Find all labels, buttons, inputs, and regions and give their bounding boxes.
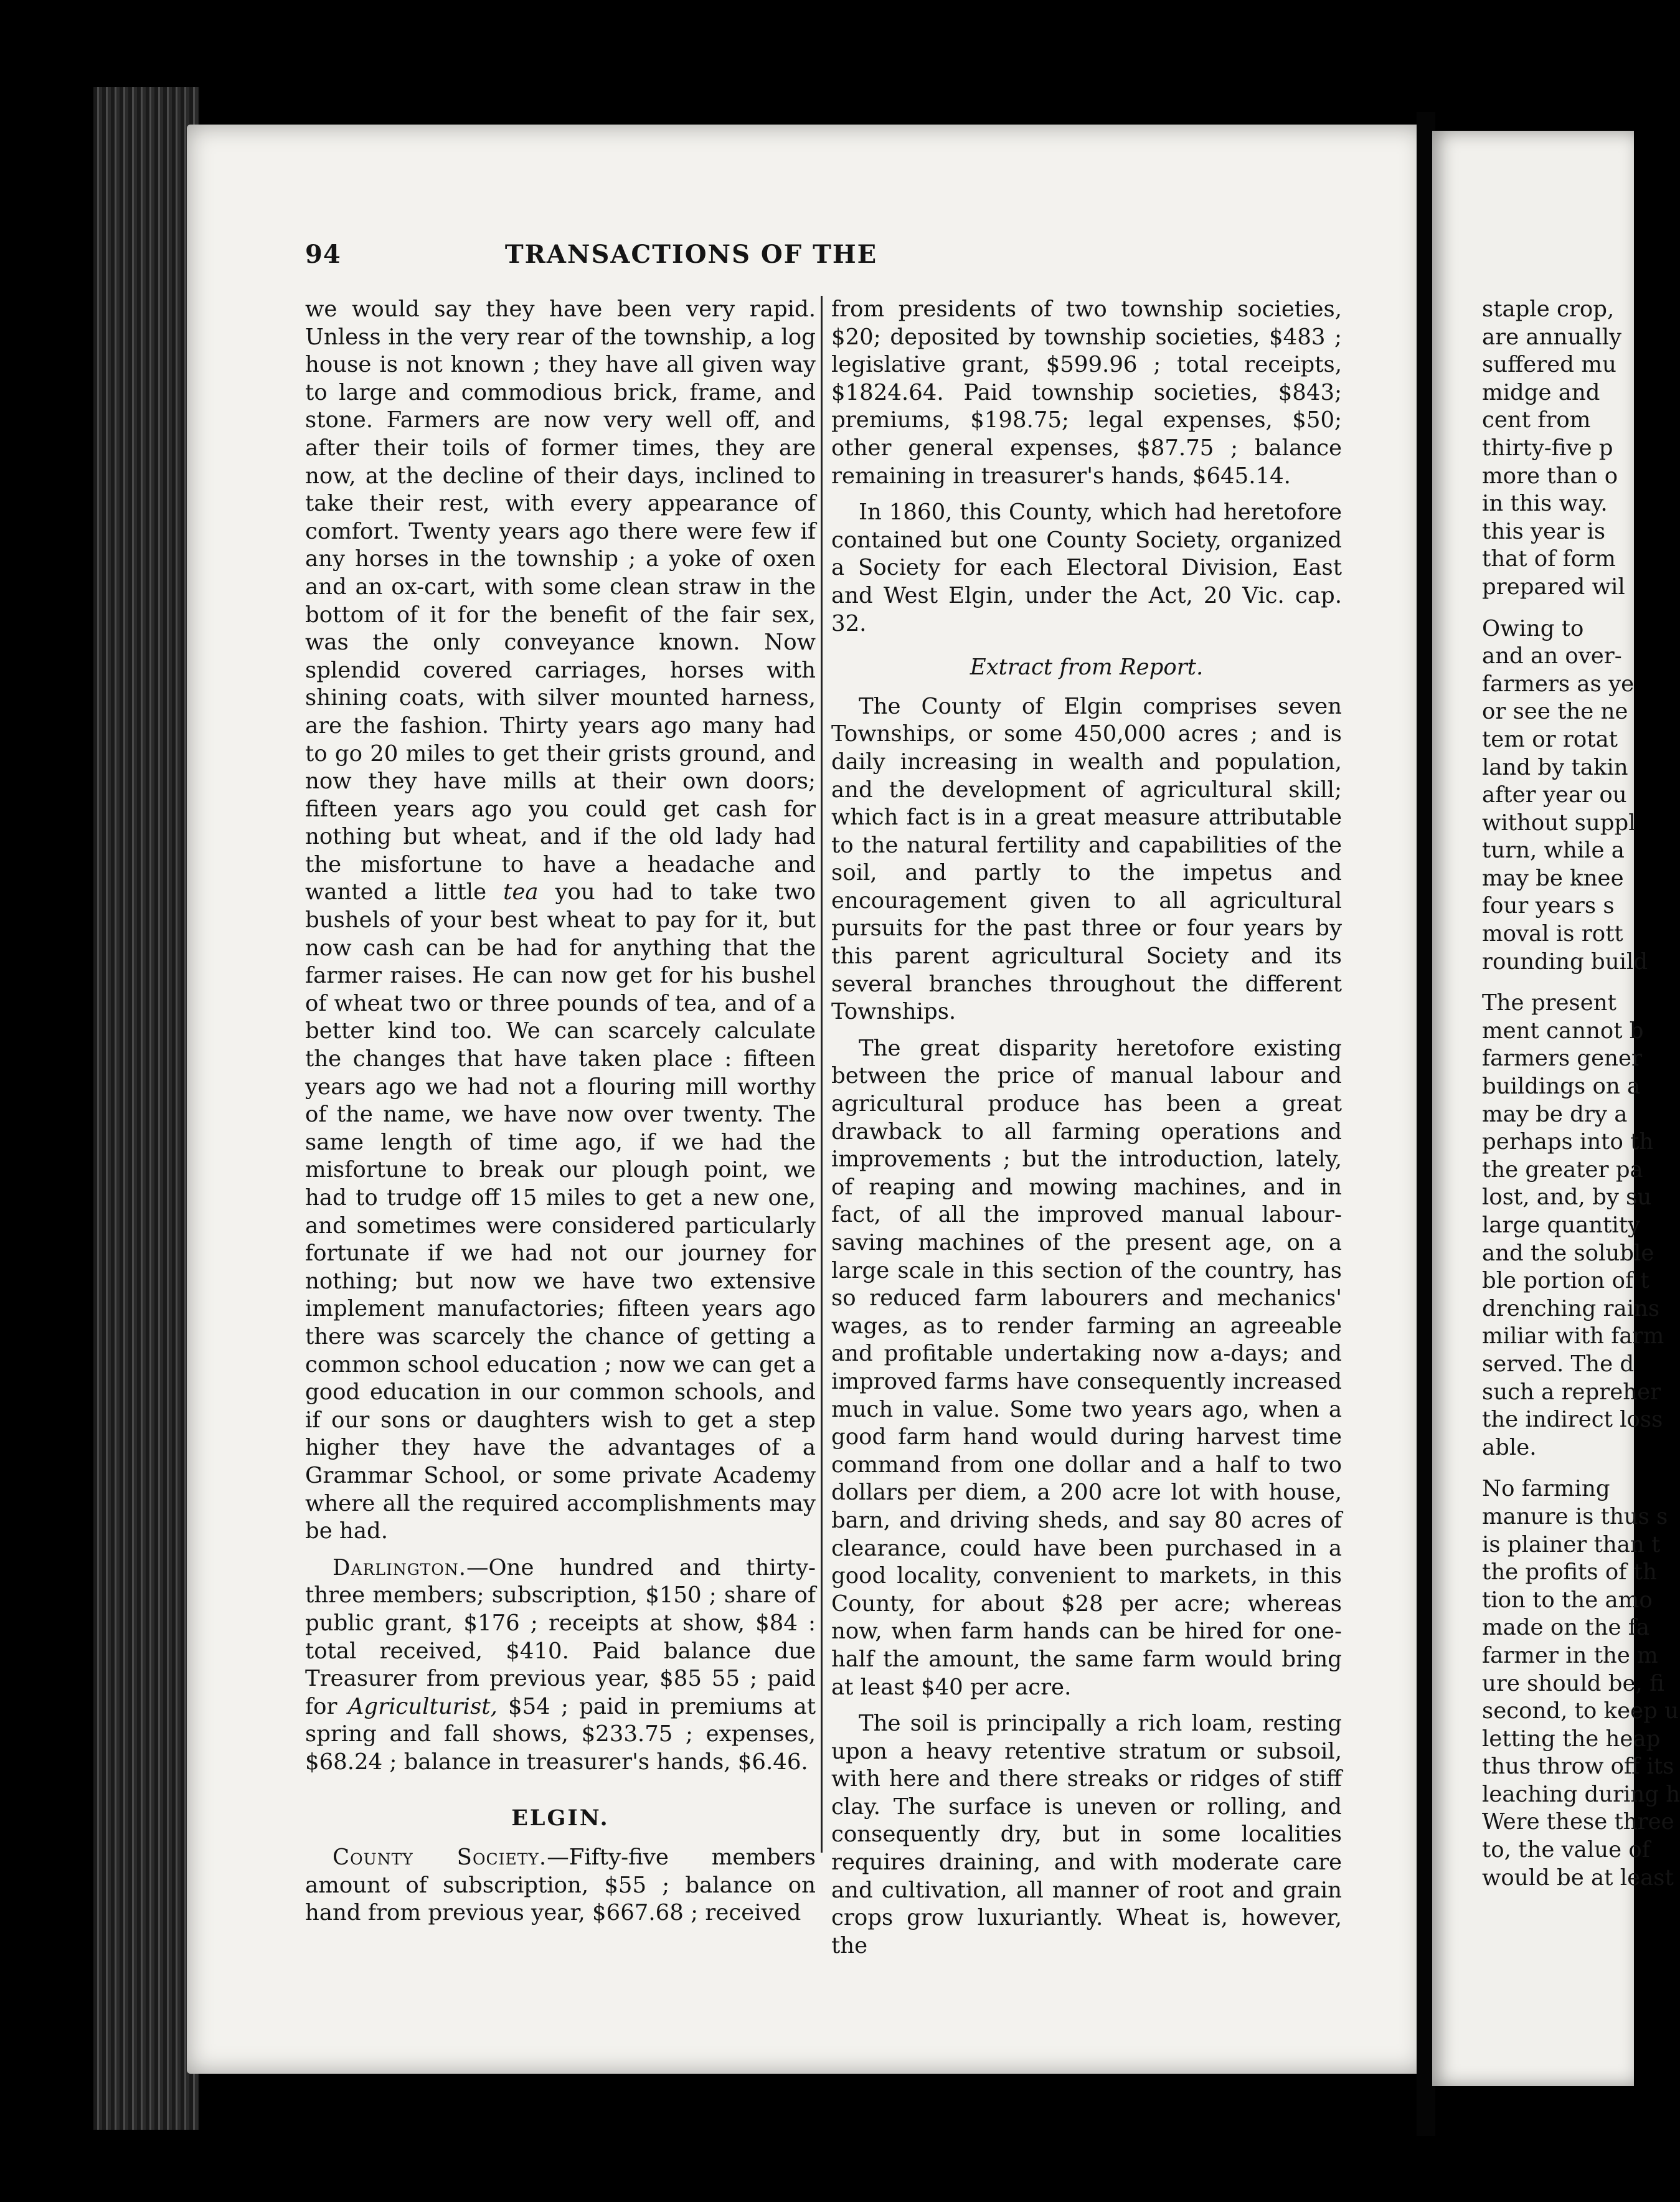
- facing-line: tion to the amo: [1482, 1587, 1653, 1613]
- paragraph-1860: In 1860, this County, which had heretofore contained but one County Society, organized a Society for each Electoral Division, East and West Elgin, under the Act, 20 Vic. cap. 32.: [831, 499, 1342, 636]
- facing-line: without suppl: [1482, 810, 1636, 836]
- facing-line: able.: [1482, 1434, 1537, 1460]
- facing-page-text: [1482, 296, 1680, 1892]
- facing-line: are annually: [1482, 324, 1622, 350]
- facing-line: this year is: [1482, 518, 1606, 544]
- facing-line: moval is rott: [1482, 921, 1623, 947]
- facing-line: may be knee: [1482, 865, 1624, 891]
- running-title: TRANSACTIONS OF THE: [504, 240, 878, 269]
- facing-line: staple crop,: [1482, 296, 1615, 322]
- facing-line: manure is thus s: [1482, 1503, 1668, 1529]
- book-binding-edge: [93, 87, 199, 2130]
- facing-line: ure should be, fi: [1482, 1670, 1664, 1696]
- facing-line: suffered mu: [1482, 352, 1616, 378]
- facing-line: rounding build: [1482, 948, 1648, 975]
- county-society-lead: County Society.: [333, 1845, 547, 1871]
- facing-line: turn, while a: [1482, 838, 1625, 864]
- facing-line: is plainer than t: [1482, 1531, 1661, 1557]
- facing-line: four years s: [1482, 893, 1615, 919]
- facing-line: after year ou: [1482, 782, 1627, 808]
- facing-line: miliar with farm: [1482, 1323, 1664, 1349]
- facing-line: cent from: [1482, 407, 1591, 433]
- paragraph-receipts: from presidents of two township societies, $20; deposited by township societies, $483 ; legislative grant, $599.96 ; total receipts, $1824.64. Paid township societies, $843; premiums, $198.75; legal expenses, $50; other general expenses, $87.75 ; balance remaining in treasurer's hands, $645.14.: [831, 296, 1342, 489]
- facing-line: served. The d: [1482, 1351, 1635, 1377]
- paragraph-darlington: Darlington.—One hundred and thirty-three members; subscription, $150 ; share of public grant, $176 ; receipts at show, $84 : total received, $410. Paid balance due Treasurer from previous year, $85 55 ; paid for Agriculturist, $54 ; paid in premiums at spring and fall shows, $233.75 ; expenses, $68.24 ; balance in treasurer's hands, $6.46.: [305, 1554, 816, 1775]
- facing-line: thirty-five p: [1482, 435, 1613, 461]
- facing-line: buildings on a: [1482, 1074, 1641, 1100]
- page-number: 94: [305, 240, 341, 269]
- facing-block-d: [1482, 1475, 1680, 1892]
- paragraph-township-changes: we would say they have been very rapid. Unless in the very rear of the township, a log house is not known ; they have all given way to large and commodious brick, frame, and stone. Farmers are now very well off, and after their toils of former times, they are now, at the decline of their days, inclined to take their rest, with every appearance of comfort. Twenty years ago there were few if any horses in the township ; a yoke of oxen and an ox-cart, with some clean straw in the bottom of it for the benefit of the fair sex, was the only conveyance known. Now splendid covered carriages, horses with shining coats, with silver mounted harness, are the fashion. Thirty years ago many had to go 20 miles to get their grists ground, and now they have mills at their own doors; fifteen years ago you could get cash for nothing but wheat, and if the old lady had the misfortune to have a headache and wanted a little tea you had to take two bushels of your best wheat to pay for it, but now cash can be had for anything that the farmer raises. He can now get for his bushel of wheat two or three pounds of tea, and of a better kind too. We can scarcely calculate the changes that have taken place : fifteen years ago we had not a flouring mill worthy of the name, we have now over twenty. The same length of time ago, if we had the misfortune to break our plough point, we had to trudge off 15 miles to get a new one, and sometimes were considered particularly fortunate if we had not our journey for nothing; but now we have two extensive implement manufactories; fifteen years ago there was scarcely the chance of getting a common school education ; now we can get a good education in our common schools, and if our sons or daughters wish to get a step higher they have the advantages of a Grammar School, or some private Academy where all the required accomplishments may be had.: [305, 296, 816, 1544]
- paragraph-county-elgin: The County of Elgin comprises seven Townships, or some 450,000 acres ; and is daily increasing in wealth and population, and the development of agricultural skill; which fact is in a great measure attributable to the natural fertility and capabilities of the soil, and partly to the impetus and encouragement given to all agricultural pursuits for the past three or four years by this parent agricultural Society and its several branches throughout the different Townships.: [831, 693, 1342, 1025]
- facing-line: thus throw off its: [1482, 1754, 1674, 1780]
- facing-line: land by takin: [1482, 754, 1628, 780]
- facing-line: the indirect loss: [1482, 1407, 1663, 1433]
- paragraph-labour-disparity: The great disparity heretofore existing between the price of manual labour and agricultural produce has been a great drawback to all farming operations and improvements ; but the introduction, lately, of reaping and mowing machines, and in fact, of all the improved manual labour-saving machines of the present age, on a large scale in this section of the country, has so reduced farm labourers and mechanics' wages, as to render farming an agreeable and profitable undertaking now a-days; and improved farms have consequently increased much in value. Some two years ago, when a good farm hand would during harvest time command from one dollar and a half to two dollars per diem, a 200 acre lot with house, barn, and driving sheds, and say 80 acres of clearance, could have been purchased in a good locality, convenient to markets, in this County, for about $28 per acre; whereas now, when farm hands can be hired for one-half the amount, the same farm would bring at least $40 per acre.: [831, 1035, 1342, 1700]
- right-column: [831, 296, 1342, 1960]
- facing-line: and the soluble: [1482, 1240, 1654, 1266]
- facing-line: farmers gener: [1482, 1046, 1642, 1072]
- facing-block-a: [1482, 296, 1631, 602]
- facing-line: and an over-: [1482, 643, 1622, 669]
- facing-line: tem or rotat: [1482, 726, 1618, 752]
- facing-block-c: [1482, 990, 1664, 1462]
- facing-line: large quantity: [1482, 1212, 1641, 1238]
- facing-line: letting the heap: [1482, 1726, 1661, 1752]
- facing-block-b: [1482, 615, 1648, 976]
- facing-line: would be at least: [1482, 1864, 1674, 1891]
- facing-line: may be dry a: [1482, 1101, 1628, 1127]
- left-column: [305, 296, 816, 1927]
- italic-word: tea: [503, 879, 539, 905]
- facing-line: such a repreher: [1482, 1379, 1661, 1405]
- facing-line: farmers as ye: [1482, 671, 1635, 697]
- page-header: [305, 240, 1102, 271]
- facing-line: the profits of th: [1482, 1559, 1657, 1585]
- facing-line: lost, and, by su: [1482, 1184, 1652, 1211]
- facing-line: farmer in the m: [1482, 1642, 1658, 1668]
- facing-line: ble portion of t: [1482, 1268, 1649, 1294]
- facing-line: perhaps into th: [1482, 1129, 1654, 1155]
- facing-line: The present: [1482, 990, 1616, 1016]
- facing-line: leaching during h: [1482, 1781, 1680, 1807]
- facing-line: more than o: [1482, 463, 1618, 489]
- column-divider: [821, 296, 823, 1853]
- facing-line: second, to keep u: [1482, 1698, 1679, 1724]
- section-heading-elgin: ELGIN.: [511, 1805, 610, 1831]
- extract-heading: Extract from Report.: [970, 654, 1204, 681]
- facing-line: that of form: [1482, 546, 1616, 572]
- facing-line: drenching rains: [1482, 1295, 1660, 1321]
- facing-line: Were these three: [1482, 1809, 1674, 1835]
- facing-line: or see the ne: [1482, 699, 1628, 725]
- facing-line: No farming: [1482, 1476, 1610, 1502]
- darlington-lead: Darlington.: [333, 1554, 466, 1581]
- facing-line: prepared wil: [1482, 574, 1625, 600]
- facing-page-fragment: [1432, 131, 1680, 2086]
- facing-line: to, the value of: [1482, 1837, 1650, 1863]
- facing-line: midge and: [1482, 379, 1600, 405]
- facing-line: made on the fa: [1482, 1615, 1650, 1641]
- facing-line: in this way.: [1482, 491, 1608, 517]
- paragraph-soil: The soil is principally a rich loam, resting upon a heavy retentive stratum or subsoil, with here and there streaks or ridges of stiff clay. The surface is uneven or rolling, and consequently dry, but in some localities requires draining, and with moderate care and cultivation, all manner of root and grain crops grow luxuriantly. Wheat is, however, the: [831, 1711, 1342, 1959]
- facing-line: the greater pa: [1482, 1156, 1643, 1183]
- facing-line: Owing to: [1482, 615, 1584, 641]
- paragraph-county-society: County Society.—Fifty-five members amount of subscription, $55 ; balance on hand from previous year, $667.68 ; received: [305, 1845, 816, 1926]
- facing-line: ment cannot b: [1482, 1018, 1644, 1044]
